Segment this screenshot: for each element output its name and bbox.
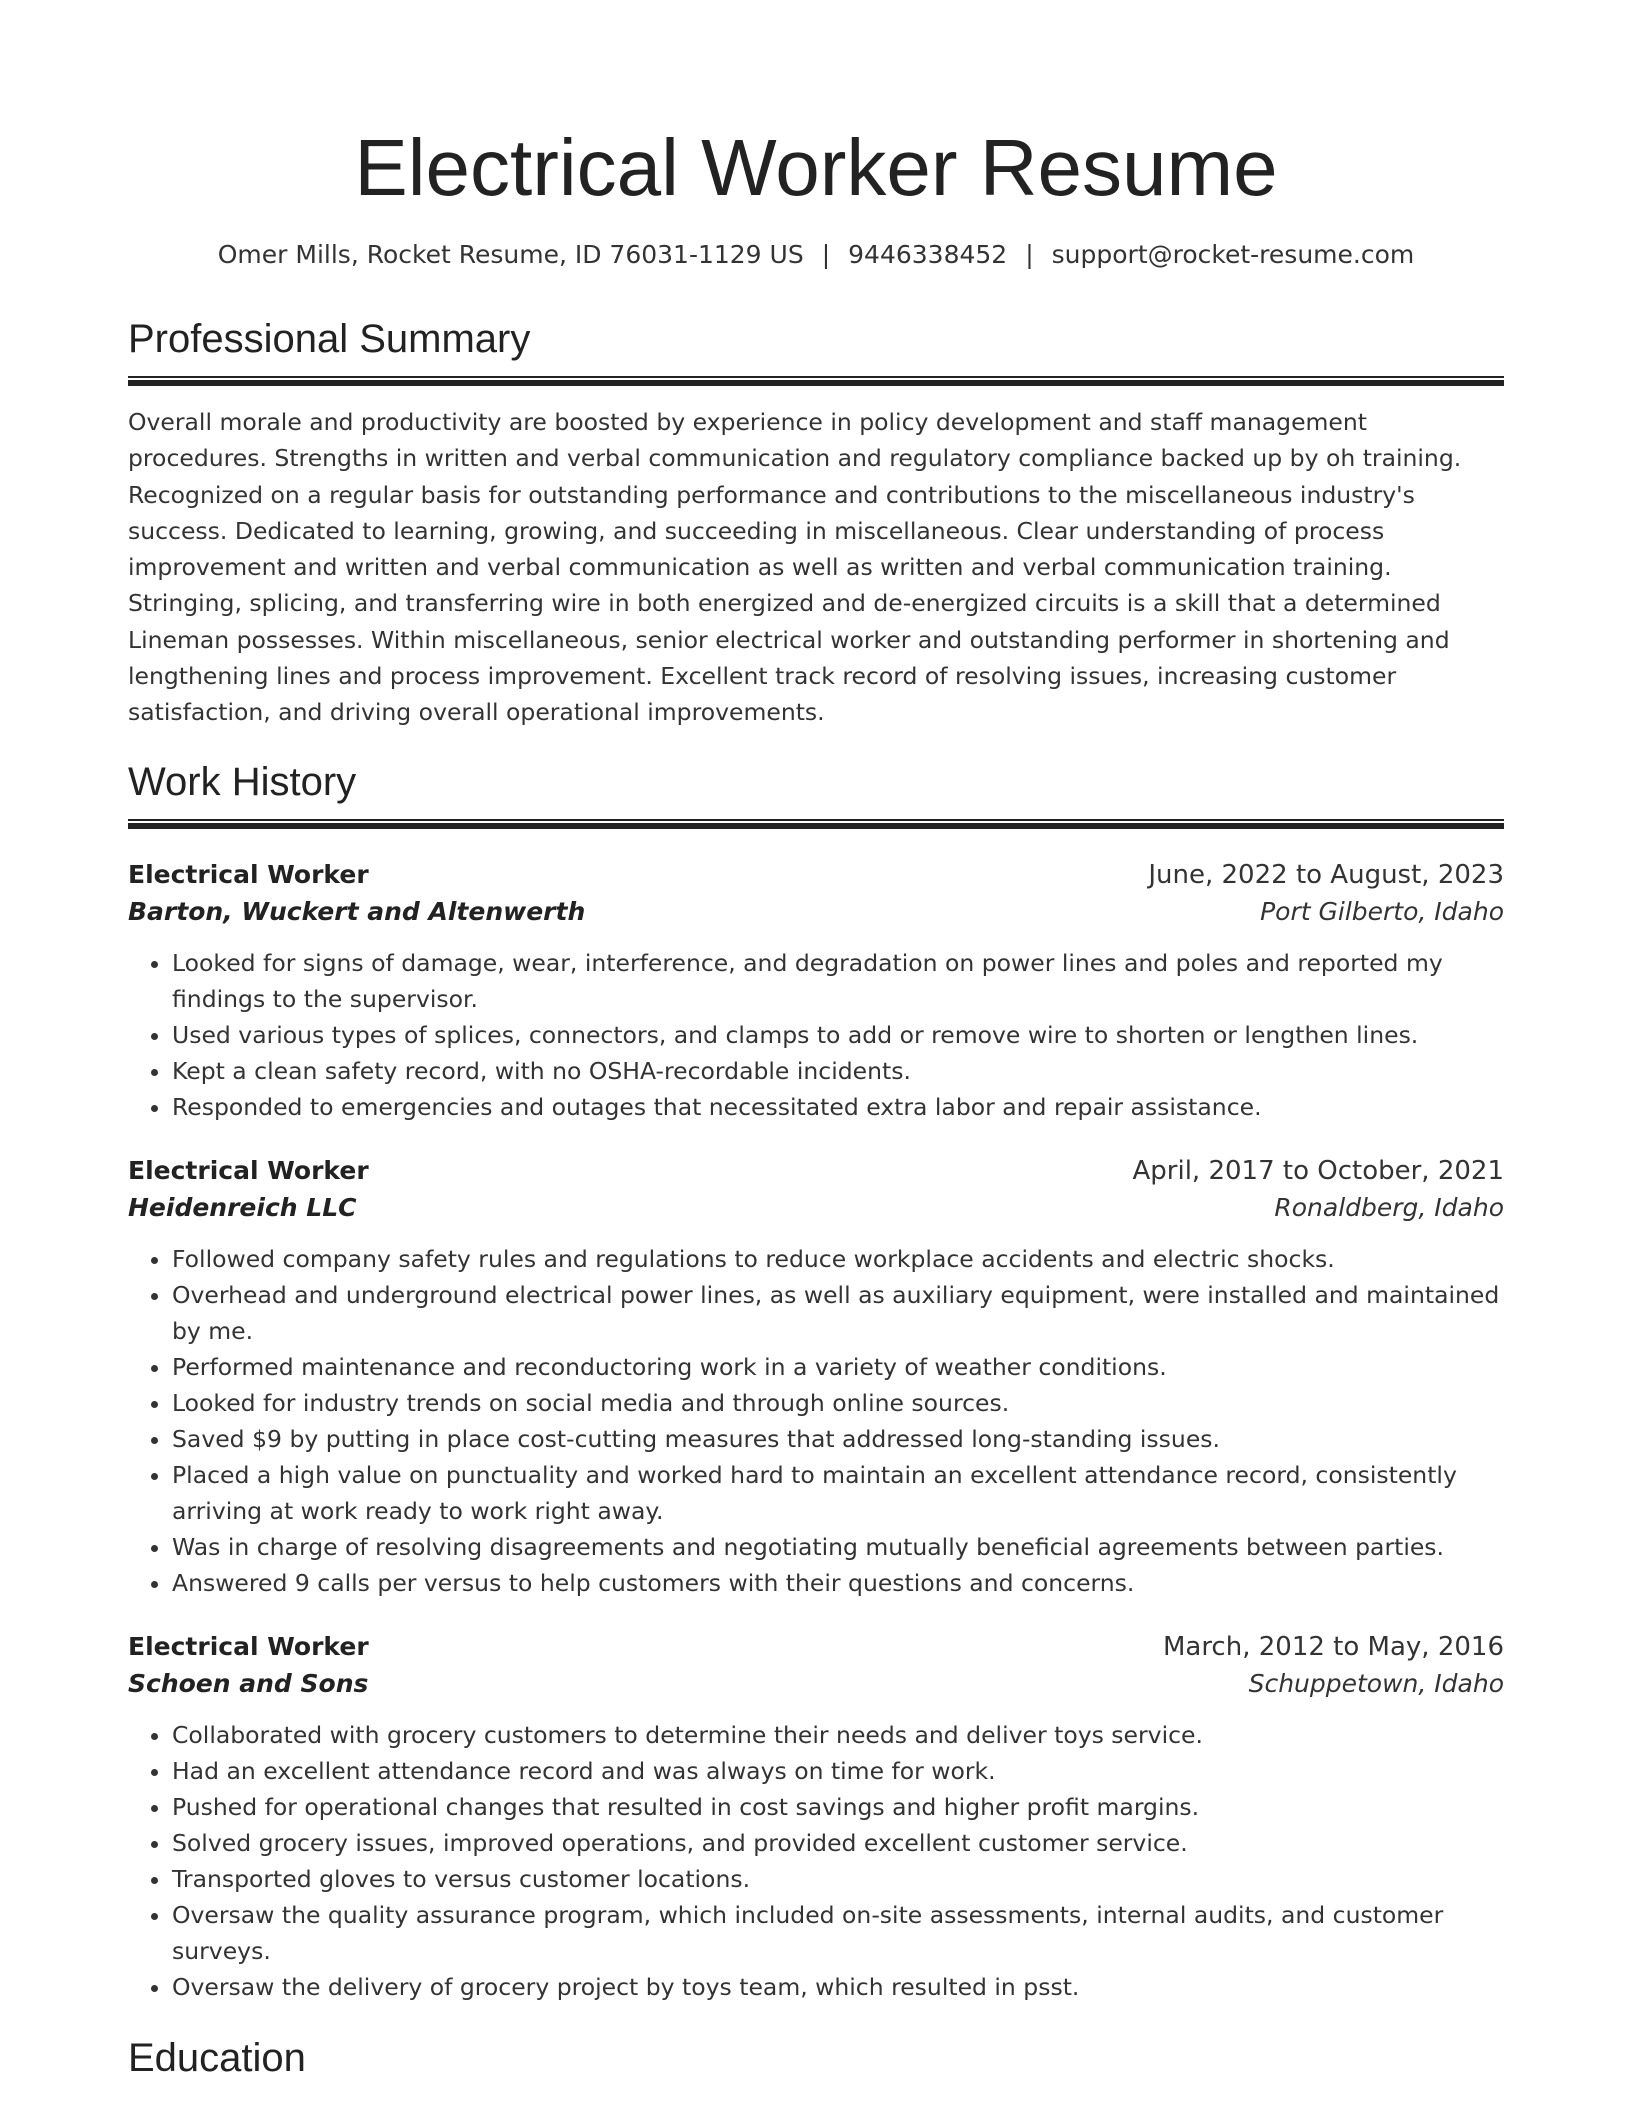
job-bullet: • Responded to emergencies and outages that necessitated extra labor and repair assistance. xyxy=(172,1089,1504,1125)
job-title: Electrical Worker xyxy=(128,1155,369,1185)
job-bullet: • Followed company safety rules and regulations to reduce workplace accidents and electric shocks. xyxy=(172,1241,1504,1277)
job-entry xyxy=(128,1629,1504,2005)
job-bullet: • Answered 9 calls per versus to help customers with their questions and concerns. xyxy=(172,1565,1504,1601)
job-bullet: • Solved grocery issues, improved operations, and provided excellent customer service. xyxy=(172,1825,1504,1861)
section-divider xyxy=(128,376,1504,386)
job-bullet: • Pushed for operational changes that resulted in cost savings and higher profit margins. xyxy=(172,1789,1504,1825)
contact-separator: | xyxy=(821,240,831,269)
section-divider xyxy=(128,819,1504,829)
job-bullet: • Transported gloves to versus customer locations. xyxy=(172,1861,1504,1897)
contact-phone: 9446338452 xyxy=(848,240,1008,269)
job-location: Schuppetown, Idaho xyxy=(1248,1668,1504,1698)
education-section xyxy=(128,2033,1504,2083)
contact-address: Omer Mills, Rocket Resume, ID 76031-1129 US xyxy=(217,240,804,269)
job-bullet: • Overhead and underground electrical power lines, as well as auxiliary equipment, were installed and maintained by me. xyxy=(172,1277,1504,1349)
job-header-row xyxy=(128,857,1504,893)
job-location: Ronaldberg, Idaho xyxy=(1274,1192,1504,1222)
job-company: Heidenreich LLC xyxy=(128,1192,357,1222)
job-company: Barton, Wuckert and Altenwerth xyxy=(128,896,586,926)
job-dates: March, 2012 to May, 2016 xyxy=(1162,1631,1504,1662)
job-entry xyxy=(128,1153,1504,1601)
job-bullet: • Kept a clean safety record, with no OSHA-recordable incidents. xyxy=(172,1053,1504,1089)
job-dates: April, 2017 to October, 2021 xyxy=(1132,1155,1504,1186)
section-heading-education: Education xyxy=(128,2035,306,2080)
job-bullets xyxy=(128,945,1504,1125)
job-location: Port Gilberto, Idaho xyxy=(1260,896,1504,926)
job-dates: June, 2022 to August, 2023 xyxy=(1148,859,1504,890)
job-bullets xyxy=(128,1241,1504,1601)
job-title: Electrical Worker xyxy=(128,859,369,889)
job-header-row xyxy=(128,1153,1504,1189)
section-heading-summary: Professional Summary xyxy=(128,317,531,361)
contact-line xyxy=(128,238,1504,272)
job-header-row xyxy=(128,1629,1504,1665)
job-bullet: • Looked for industry trends on social media and through online sources. xyxy=(172,1385,1504,1421)
job-bullet: • Was in charge of resolving disagreements and negotiating mutually beneficial agreements between parties. xyxy=(172,1529,1504,1565)
section-heading-work: Work History xyxy=(128,759,357,804)
professional-summary-section xyxy=(128,314,1504,731)
job-bullet: • Looked for signs of damage, wear, interference, and degradation on power lines and poles and reported my findings to the supervisor. xyxy=(172,945,1504,1017)
job-bullet: • Oversaw the delivery of grocery project by toys team, which resulted in psst. xyxy=(172,1969,1504,2005)
summary-text: Overall morale and productivity are boosted by experience in policy development and staff management procedures. Strengths in written and verbal communication and regulatory compliance backed up by oh training. Recognized on a regular basis for outstanding performance and contributions to the miscellaneous industry's success. Dedicated to learning, growing, and succeeding in miscellaneous. Clear understanding of process improvement and written and verbal communication as well as written and verbal communication training. Stringing, splicing, and transferring wire in both energized and de-energized circuits is a skill that a determined Lineman possesses. Within miscellaneous, senior electrical worker and outstanding performer in shortening and lengthening lines and process improvement. Excellent track record of resolving issues, increasing customer satisfaction, and driving overall operational improvements. xyxy=(128,408,1462,727)
job-company-row xyxy=(128,1189,1504,1227)
contact-separator: | xyxy=(1025,240,1034,269)
resume-title: Electrical Worker Resume xyxy=(354,123,1278,212)
job-company-row xyxy=(128,1665,1504,1703)
job-company: Schoen and Sons xyxy=(128,1668,369,1698)
job-bullets xyxy=(128,1717,1504,2005)
job-bullet: • Performed maintenance and reconductoring work in a variety of weather conditions. xyxy=(172,1349,1504,1385)
job-entry xyxy=(128,857,1504,1125)
job-bullet: • Saved $9 by putting in place cost-cutting measures that addressed long-standing issues. xyxy=(172,1421,1504,1457)
job-bullet: • Had an excellent attendance record and was always on time for work. xyxy=(172,1753,1504,1789)
job-bullet: • Used various types of splices, connectors, and clamps to add or remove wire to shorten or lengthen lines. xyxy=(172,1017,1504,1053)
job-bullet: • Placed a high value on punctuality and worked hard to maintain an excellent attendance record, consistently arriving at work ready to work right away. xyxy=(172,1457,1504,1529)
work-history-section xyxy=(128,757,1504,2005)
job-company-row xyxy=(128,893,1504,931)
job-bullet: • Oversaw the quality assurance program, which included on-site assessments, internal audits, and customer surveys. xyxy=(172,1897,1504,1969)
job-title: Electrical Worker xyxy=(128,1631,369,1661)
job-bullet: • Collaborated with grocery customers to determine their needs and deliver toys service. xyxy=(172,1717,1504,1753)
contact-email: support@rocket-resume.com xyxy=(1051,240,1415,269)
